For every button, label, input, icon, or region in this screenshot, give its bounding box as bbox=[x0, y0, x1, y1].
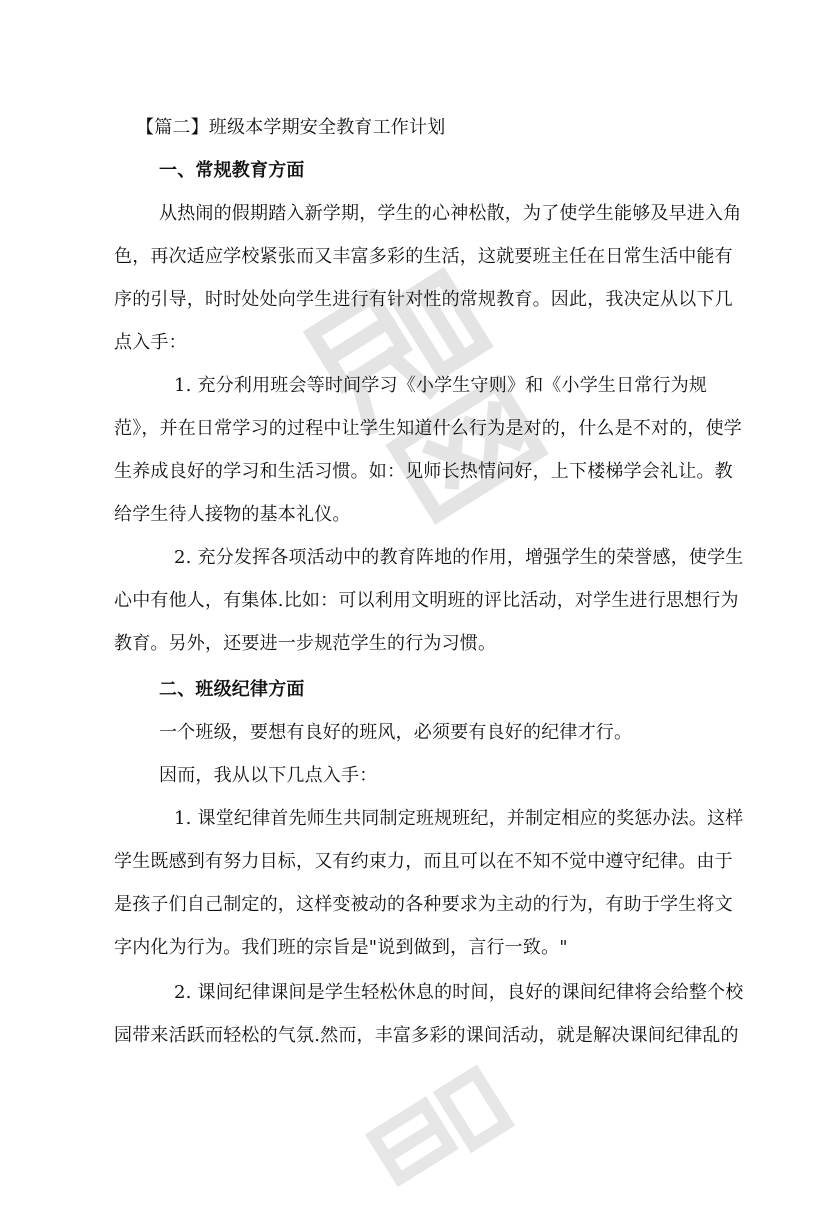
list-item-line: 范》，并在日常学习的过程中让学生知道什么行为是对的，什么是不对的，使学 bbox=[114, 418, 742, 439]
document-title: 【篇二】班级本学期安全教育工作计划 bbox=[136, 117, 446, 138]
paragraph-line: 从热闹的假期踏入新学期，学生的心神松散，为了使学生能够及早进入角 bbox=[159, 203, 742, 224]
paragraph-line: 一个班级，要想有良好的班风，必须要有良好的纪律才行。 bbox=[159, 722, 633, 743]
paragraph-line: 色，再次适应学校紧张而又丰富多彩的生活，这就要班主任在日常生活中能有 bbox=[114, 246, 733, 267]
list-item-line: 生养成良好的学习和生活习惯。如：见师长热情问好，上下楼梯学会礼让。教 bbox=[114, 461, 733, 482]
list-item-line: 给学生待人接物的基本礼仪。 bbox=[114, 504, 351, 525]
watermark-graphic-bottom bbox=[346, 1045, 535, 1215]
paragraph-line: 序的引导，时时处处向学生进行有针对性的常规教育。因此，我决定从以下几 bbox=[114, 289, 733, 310]
list-item-line: 心中有他人，有集体.比如：可以利用文明班的评比活动，对学生进行思想行为 bbox=[114, 590, 739, 611]
section-heading-routine-education: 一、常规教育方面 bbox=[159, 160, 305, 181]
list-item-line: 是孩子们自己制定的，这样变被动的各种要求为主动的行为，有助于学生将文 bbox=[114, 894, 733, 915]
list-item-line: 2. 充分发挥各项活动中的教育阵地的作用，增强学生的荣誉感，使学生 bbox=[174, 547, 744, 568]
list-item-line: 2. 课间纪律课间是学生轻松休息的时间，良好的课间纪律将会给整个校 bbox=[174, 982, 744, 1003]
section-heading-class-discipline: 二、班级纪律方面 bbox=[159, 679, 305, 700]
list-item-line: 学生既感到有努力目标，又有约束力，而且可以在不知不觉中遵守纪律。由于 bbox=[114, 851, 733, 872]
list-item-line: 1. 课堂纪律首先师生共同制定班规班纪，并制定相应的奖惩办法。这样 bbox=[174, 808, 744, 829]
list-item-line: 1. 充分利用班会等时间学习《小学生守则》和《小学生日常行为规 bbox=[174, 375, 708, 396]
list-item-line: 教育。另外，还要进一步规范学生的行为习惯。 bbox=[114, 633, 497, 654]
list-item-line: 园带来活跃而轻松的气氛.然而，丰富多彩的课间活动，就是解决课间纪律乱的 bbox=[114, 1025, 739, 1046]
list-item-line: 字内化为行为。我们班的宗旨是"说到做到，言行一致。" bbox=[114, 937, 568, 958]
paragraph-line: 点入手： bbox=[114, 332, 187, 353]
paragraph-line: 因而，我从以下几点入手： bbox=[159, 765, 378, 786]
